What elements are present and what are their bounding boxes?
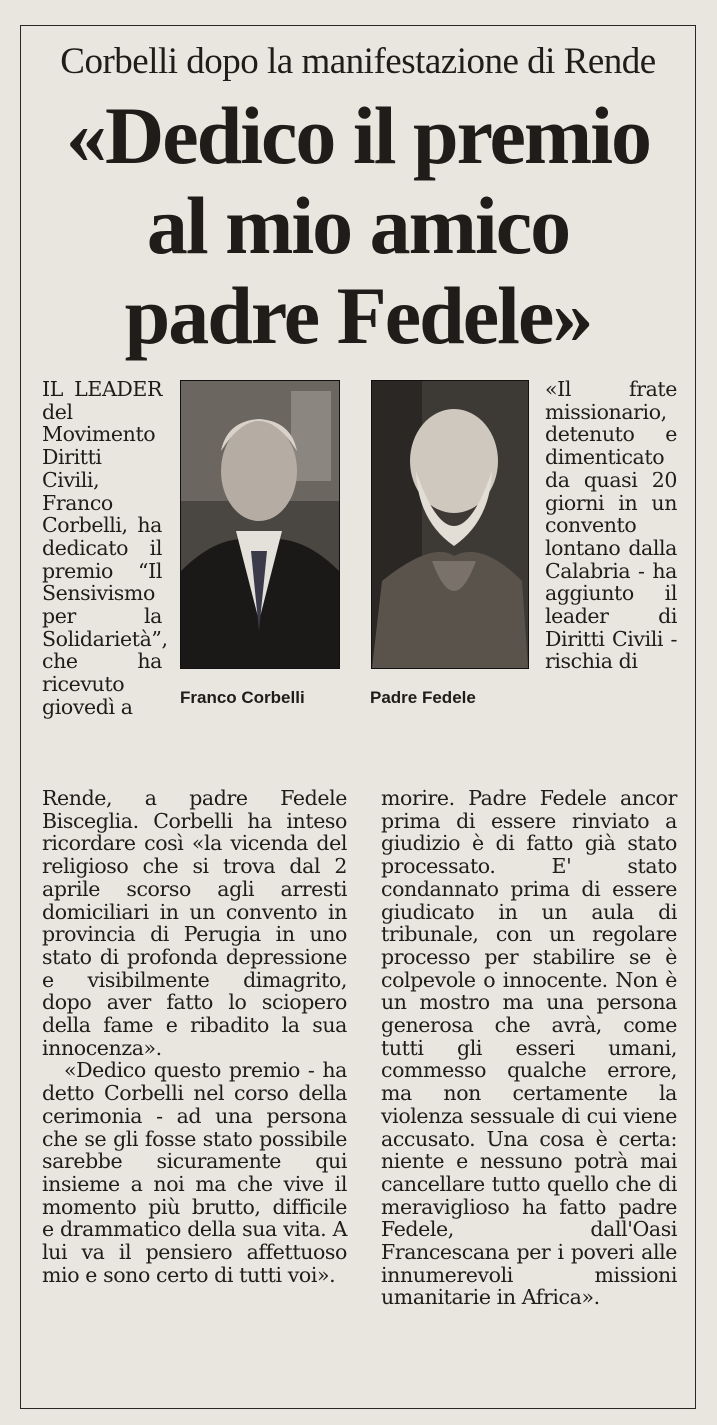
photo-franco-corbelli (180, 380, 340, 669)
right-column-top (545, 378, 677, 673)
photo-padre-fedele (371, 380, 529, 669)
left-column-paragraph-1: Rende, a padre Fedele Bisceglia. Corbelli ha inteso ricordare così «la vicenda del religioso che si trova dal 2 aprile scorso agli arresti domiciliari in un convento in provincia di Perugia in uno stato di profonda depressione e visibilmente dimagrito, dopo aver fatto lo sciopero della fame e ribadito la sua innocenza». (42, 786, 347, 1060)
portrait-man-suit-image (181, 381, 339, 668)
photo-caption-right: Padre Fedele (370, 688, 476, 707)
headline-line-2: al mio amico (146, 180, 570, 271)
left-column-paragraph-2: «Dedico questo premio - ha detto Corbelli nel corso della cerimonia - ad una persona che se gli fosse stato possibile sarebbe sicuramente qui insieme a noi ma che vive il momento più brutto, difficile e drammatico della sua vita. A lui va il pensiero affettuoso mio e sono certo di tutti voi». (42, 1058, 347, 1287)
left-column-top (42, 377, 168, 719)
headline-line-3: padre Fedele» (124, 270, 592, 361)
left-column-body (42, 787, 347, 1286)
headline-line-1: «Dedico il premio (66, 90, 650, 181)
photo-caption-left: Franco Corbelli (180, 688, 305, 707)
right-column-intro: «Il frate missionario, detenuto e dimenticato da quasi 20 giorni in un convento lontano dalla Calabria - ha aggiunto il leader di Diritti Civili - rischia di (545, 377, 677, 674)
article-kicker: Corbelli dopo la manifestazione di Rende (60, 41, 656, 82)
left-column-intro: IL LEADER del Movimento Diritti Civili, Franco Corbelli, ha dedicato il premio “Il Sensivismo per la Solidarietà”, che ha ricevuto giovedì a (42, 377, 168, 719)
right-column-body (381, 787, 677, 1309)
portrait-bearded-friar-image (372, 381, 528, 668)
right-column-paragraph: morire. Padre Fedele ancor prima di essere rinviato a giudizio è di fatto già stato processato. E' stato condannato prima di essere giudicato in un aula di tribunale, con un regolare processo per stabilire se è colpevole o innocente. Non è un mostro ma una persona generosa che avrà, come tutti gli esseri umani, commesso qualche errore, ma non certamente la violenza sessuale di cui viene accusato. Una cosa è certa: niente e nessuno potrà mai cancellare tutto quello che di meraviglioso ha fatto padre Fedele, dall'Oasi Francescana per i poveri alle innumerevoli missioni umanitarie in Africa». (381, 786, 677, 1310)
